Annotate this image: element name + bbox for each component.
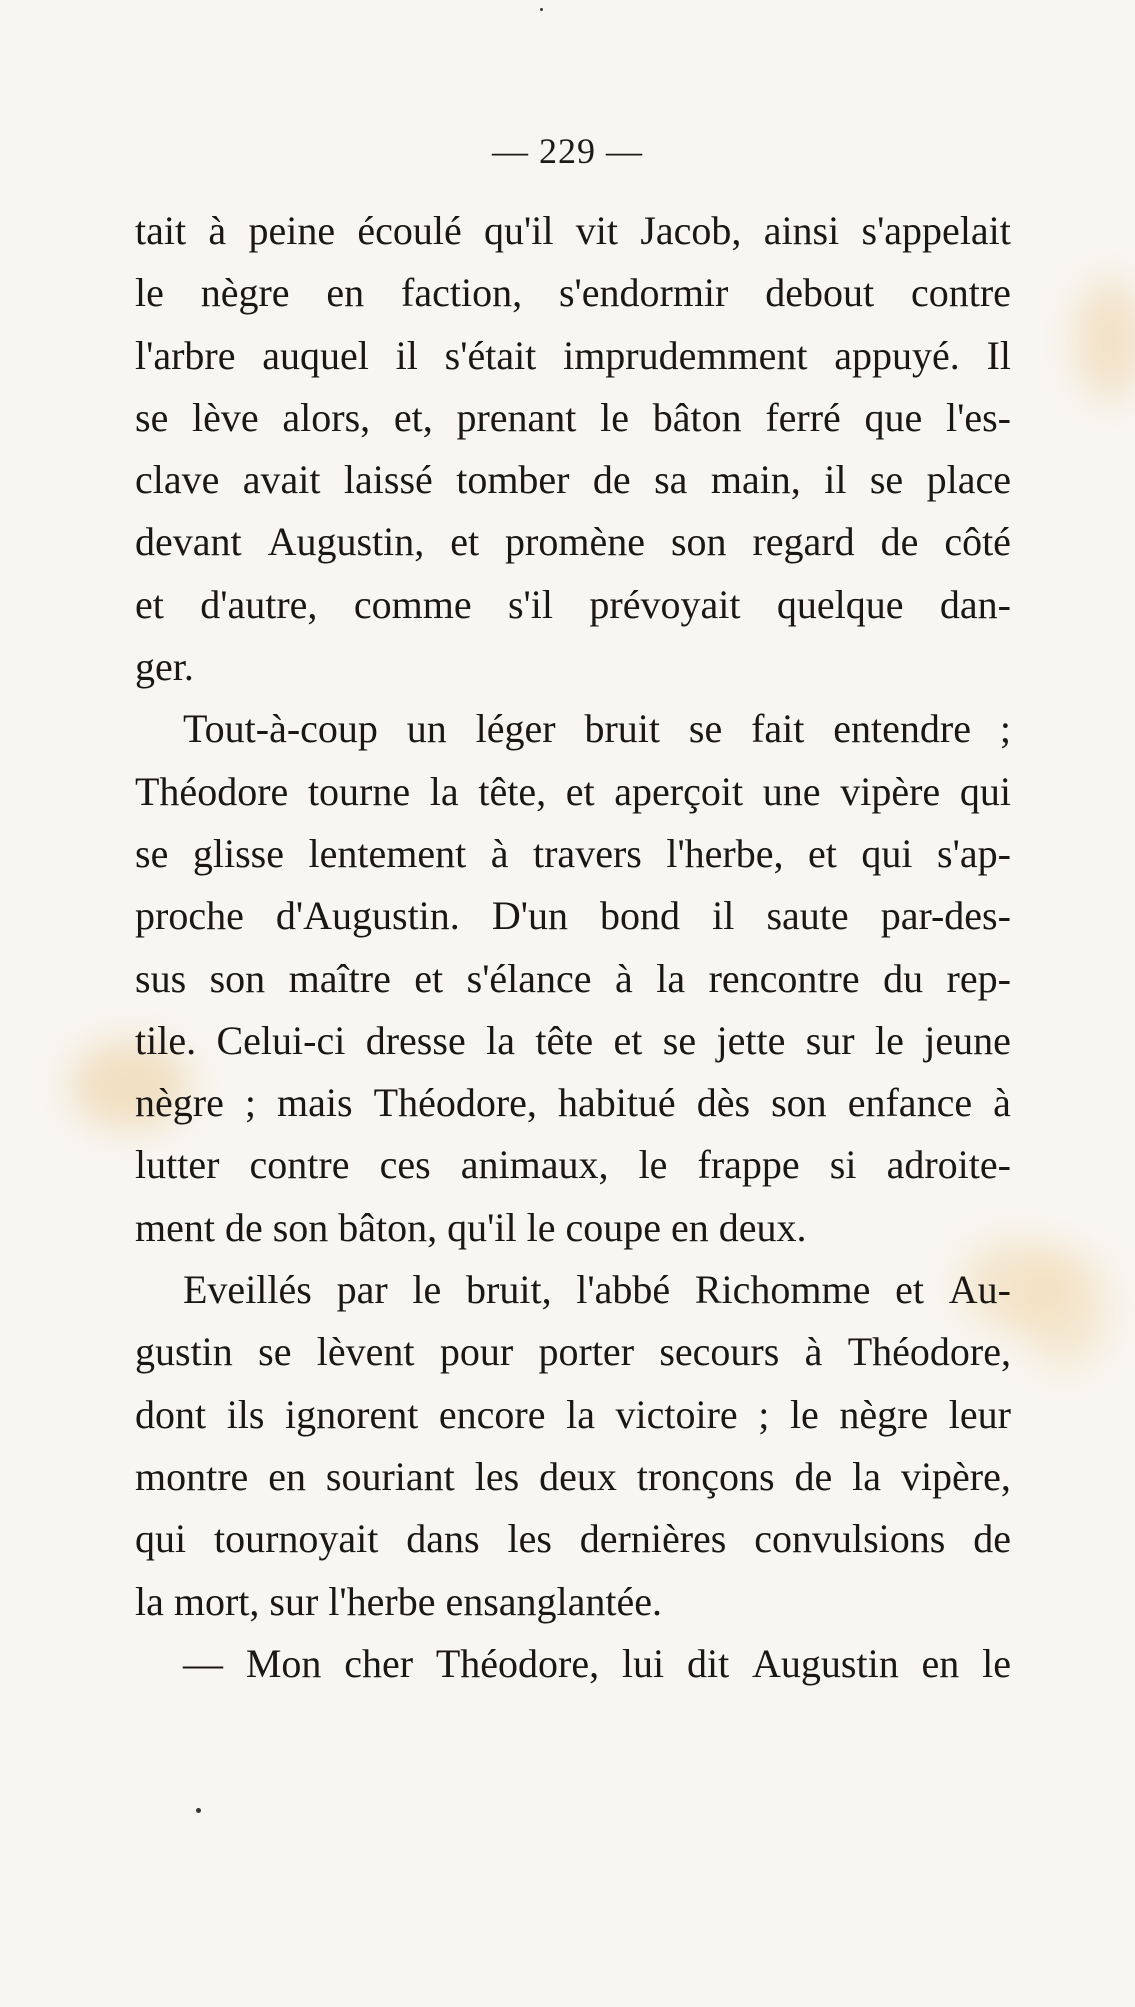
word: de [973,1516,1011,1562]
word: s'ap- [937,830,1011,876]
text-line [135,761,1011,823]
word: Il [986,332,1011,378]
word: place [926,457,1011,503]
text-line-content: la mort, sur l'herbe ensanglantée. [135,1578,663,1624]
word: dernières [579,1516,727,1562]
ink-speck [540,8,543,11]
word: l'herbe, [666,830,784,876]
word: tête [535,1017,594,1063]
word: appuyé. [834,332,960,378]
word: comme [353,581,472,627]
word: dès [696,1080,751,1126]
word: écoulé [357,208,462,253]
word: se [662,1017,697,1063]
word: ignorent [285,1391,419,1437]
word: le [412,1267,442,1313]
word: côté [944,519,1011,565]
word: à [804,1329,823,1375]
word: il [824,457,847,503]
word: bond [600,893,681,939]
word: le [135,270,164,316]
text-line [135,387,1011,449]
word: de [880,519,919,565]
word: faction, [401,270,523,316]
word: enfance [847,1080,973,1126]
word: maître [288,955,391,1001]
word: si [829,1142,857,1188]
word: et [895,1267,924,1313]
word: vit [575,208,619,253]
word: Théodore, [373,1080,537,1126]
word: et, [393,394,433,440]
word: le [982,1640,1011,1686]
word: bruit [584,706,661,752]
word: les [474,1453,520,1499]
word: s'élance [466,955,592,1001]
word: le [875,1017,904,1063]
foxing-stain [1020,1250,1110,1370]
text-line [135,1134,1011,1196]
word: son [209,955,266,1001]
word: Mon [245,1640,322,1686]
word: en [326,270,365,316]
text-line [135,1259,1011,1321]
word: pour [439,1329,514,1375]
word: par-des- [880,893,1011,939]
word: que [864,394,923,440]
word: à [615,955,633,1001]
word: jette [716,1017,786,1063]
word: tournoyait [213,1516,379,1562]
word: contre [249,1142,350,1188]
word: nègre [839,1391,929,1437]
word: le [789,1391,819,1437]
word: d'Augustin. [275,893,460,939]
word: Augustin [752,1640,899,1686]
word: l'arbre [135,332,236,378]
word: s'était [444,332,537,378]
word: s'il [507,581,553,627]
word: contre [910,270,1011,316]
word: regard [752,519,855,565]
text-line [135,1321,1011,1383]
word: lèvent [316,1329,415,1375]
word: du [883,955,924,1001]
word: se [688,706,723,752]
word: qu'il [484,208,554,253]
word: saute [766,893,849,939]
word: dan- [939,581,1011,627]
word: et [414,955,444,1001]
word: qui [135,1516,187,1562]
text-line [135,262,1011,324]
word: vipère, [900,1453,1011,1499]
word: une [762,768,821,814]
word: nègre [135,1080,224,1126]
word: fait [751,706,805,752]
word: Jacob, [640,208,742,253]
word: par [336,1267,388,1313]
word: auquel [262,332,369,378]
word: rep- [946,955,1011,1001]
text-line [135,1508,1011,1570]
word: promène [505,519,645,565]
word: à [208,208,227,253]
word: se [135,394,169,440]
word: D'un [491,893,568,939]
word: deux [539,1453,617,1499]
text-line [135,1633,1011,1695]
word: alors, [282,394,371,440]
word: peine [248,208,336,253]
word: se [258,1329,292,1375]
word: lentement [308,830,467,876]
word: Eveillés [183,1267,312,1313]
word: Théodore [135,768,289,814]
text-line [135,1446,1011,1508]
text-line [135,574,1011,636]
word: en [268,1453,306,1499]
word: debout [765,270,875,316]
text-line [135,200,1011,262]
word: animaux, [460,1142,609,1188]
text-line [135,449,1011,511]
word: s'appelait [861,208,1011,253]
word: tait [135,208,187,253]
word: Celui-ci [216,1017,346,1063]
text-line [135,698,1011,760]
word: lutter [135,1142,220,1188]
word: rencontre [708,955,860,1001]
word: sa [654,457,688,503]
word: quelque [776,581,904,627]
text-line [135,823,1011,885]
word: adroite- [886,1142,1011,1188]
text-line-content: ger. [135,644,194,690]
word: — [183,1640,223,1686]
word: ferré [765,394,841,440]
word: bruit, [466,1267,552,1313]
word: dans [406,1516,480,1562]
word: la [656,955,686,1001]
word: le [638,1142,668,1188]
word: de [794,1453,833,1499]
word: l'es- [946,394,1011,440]
word: le [600,394,630,440]
word: tomber [456,457,570,503]
word: ; [244,1080,256,1126]
word: l'abbé [576,1267,671,1313]
word: qui [959,768,1011,814]
word: habitué [557,1080,676,1126]
word: d'autre, [200,581,318,627]
word: ces [379,1142,431,1188]
word: secours [659,1329,780,1375]
word: il [712,893,735,939]
word: devant [135,519,242,565]
word: dit [686,1640,730,1686]
word: laissé [343,457,433,503]
word: et [613,1017,643,1063]
text-line [135,885,1011,947]
word: et [135,581,164,627]
word: la [852,1453,882,1499]
word: de [592,457,631,503]
word: porter [538,1329,635,1375]
body-text [135,200,1011,1695]
text-line-content: ment de son bâton, qu'il le coupe en deux. [135,1204,807,1250]
word: prenant [456,394,577,440]
word: ainsi [763,208,840,253]
word: il [395,332,418,378]
word: tile. [135,1017,197,1063]
word: tourne [307,768,411,814]
text-line [135,325,1011,387]
word: la [566,1391,595,1437]
word: gustin [135,1329,233,1375]
word: la [486,1017,515,1063]
word: sur [805,1017,855,1063]
text-line [135,511,1011,573]
word: son [670,519,727,565]
text-line [135,1010,1011,1072]
ink-speck [196,1808,201,1813]
word: et [565,768,595,814]
word: Théodore, [435,1640,600,1686]
text-line [135,1197,1011,1259]
word: tête, [478,768,547,814]
word: proche [135,893,244,939]
word: et [450,519,480,565]
word: frappe [697,1142,800,1188]
word: jeune [924,1017,1011,1063]
word: prévoyait [589,581,741,627]
word: avait [242,457,321,503]
word: bâton [652,394,742,440]
word: à [993,1080,1011,1126]
word: victoire [615,1391,738,1437]
word: ; [999,706,1011,752]
text-line [135,948,1011,1010]
word: lève [192,394,259,440]
word: main, [710,457,801,503]
word: qui [861,830,913,876]
word: sus [135,955,187,1001]
word: dresse [365,1017,466,1063]
word: Tout-à-coup [183,706,378,752]
word: se [869,457,904,503]
word: Augustin, [267,519,425,565]
word: Richomme [694,1267,871,1313]
text-line [135,1072,1011,1134]
word: mais [277,1080,353,1126]
word: Théodore, [847,1329,1011,1375]
text-line [135,636,1011,698]
word: lui [621,1640,665,1686]
page-number: — 229 — [492,131,643,171]
text-line [135,1384,1011,1446]
foxing-stain [1075,280,1135,400]
word: un [406,706,447,752]
word: vipère [840,768,941,814]
word: tronçons [636,1453,775,1499]
word: se [135,830,169,876]
word: s'endormir [558,270,729,316]
word: en [921,1640,960,1686]
word: et [808,830,837,876]
word: dont [135,1391,207,1437]
word: leur [948,1391,1011,1437]
word: souriant [325,1453,455,1499]
word: léger [475,706,556,752]
word: ils [226,1391,265,1437]
word: cher [344,1640,414,1686]
word: clave [135,457,220,503]
word: encore [438,1391,546,1437]
word: entendre [833,706,971,752]
word: son [771,1080,827,1126]
word: montre [135,1453,249,1499]
word: la [429,768,459,814]
word: convulsions [754,1516,946,1562]
word: les [507,1516,552,1562]
word: à [490,830,509,876]
word: ; [758,1391,770,1437]
word: travers [533,830,642,876]
word: nègre [200,270,290,316]
word: glisse [192,830,284,876]
text-line [135,1571,1011,1633]
word: aperçoit [614,768,744,814]
word: imprudemment [563,332,808,378]
word: Au- [948,1267,1011,1313]
